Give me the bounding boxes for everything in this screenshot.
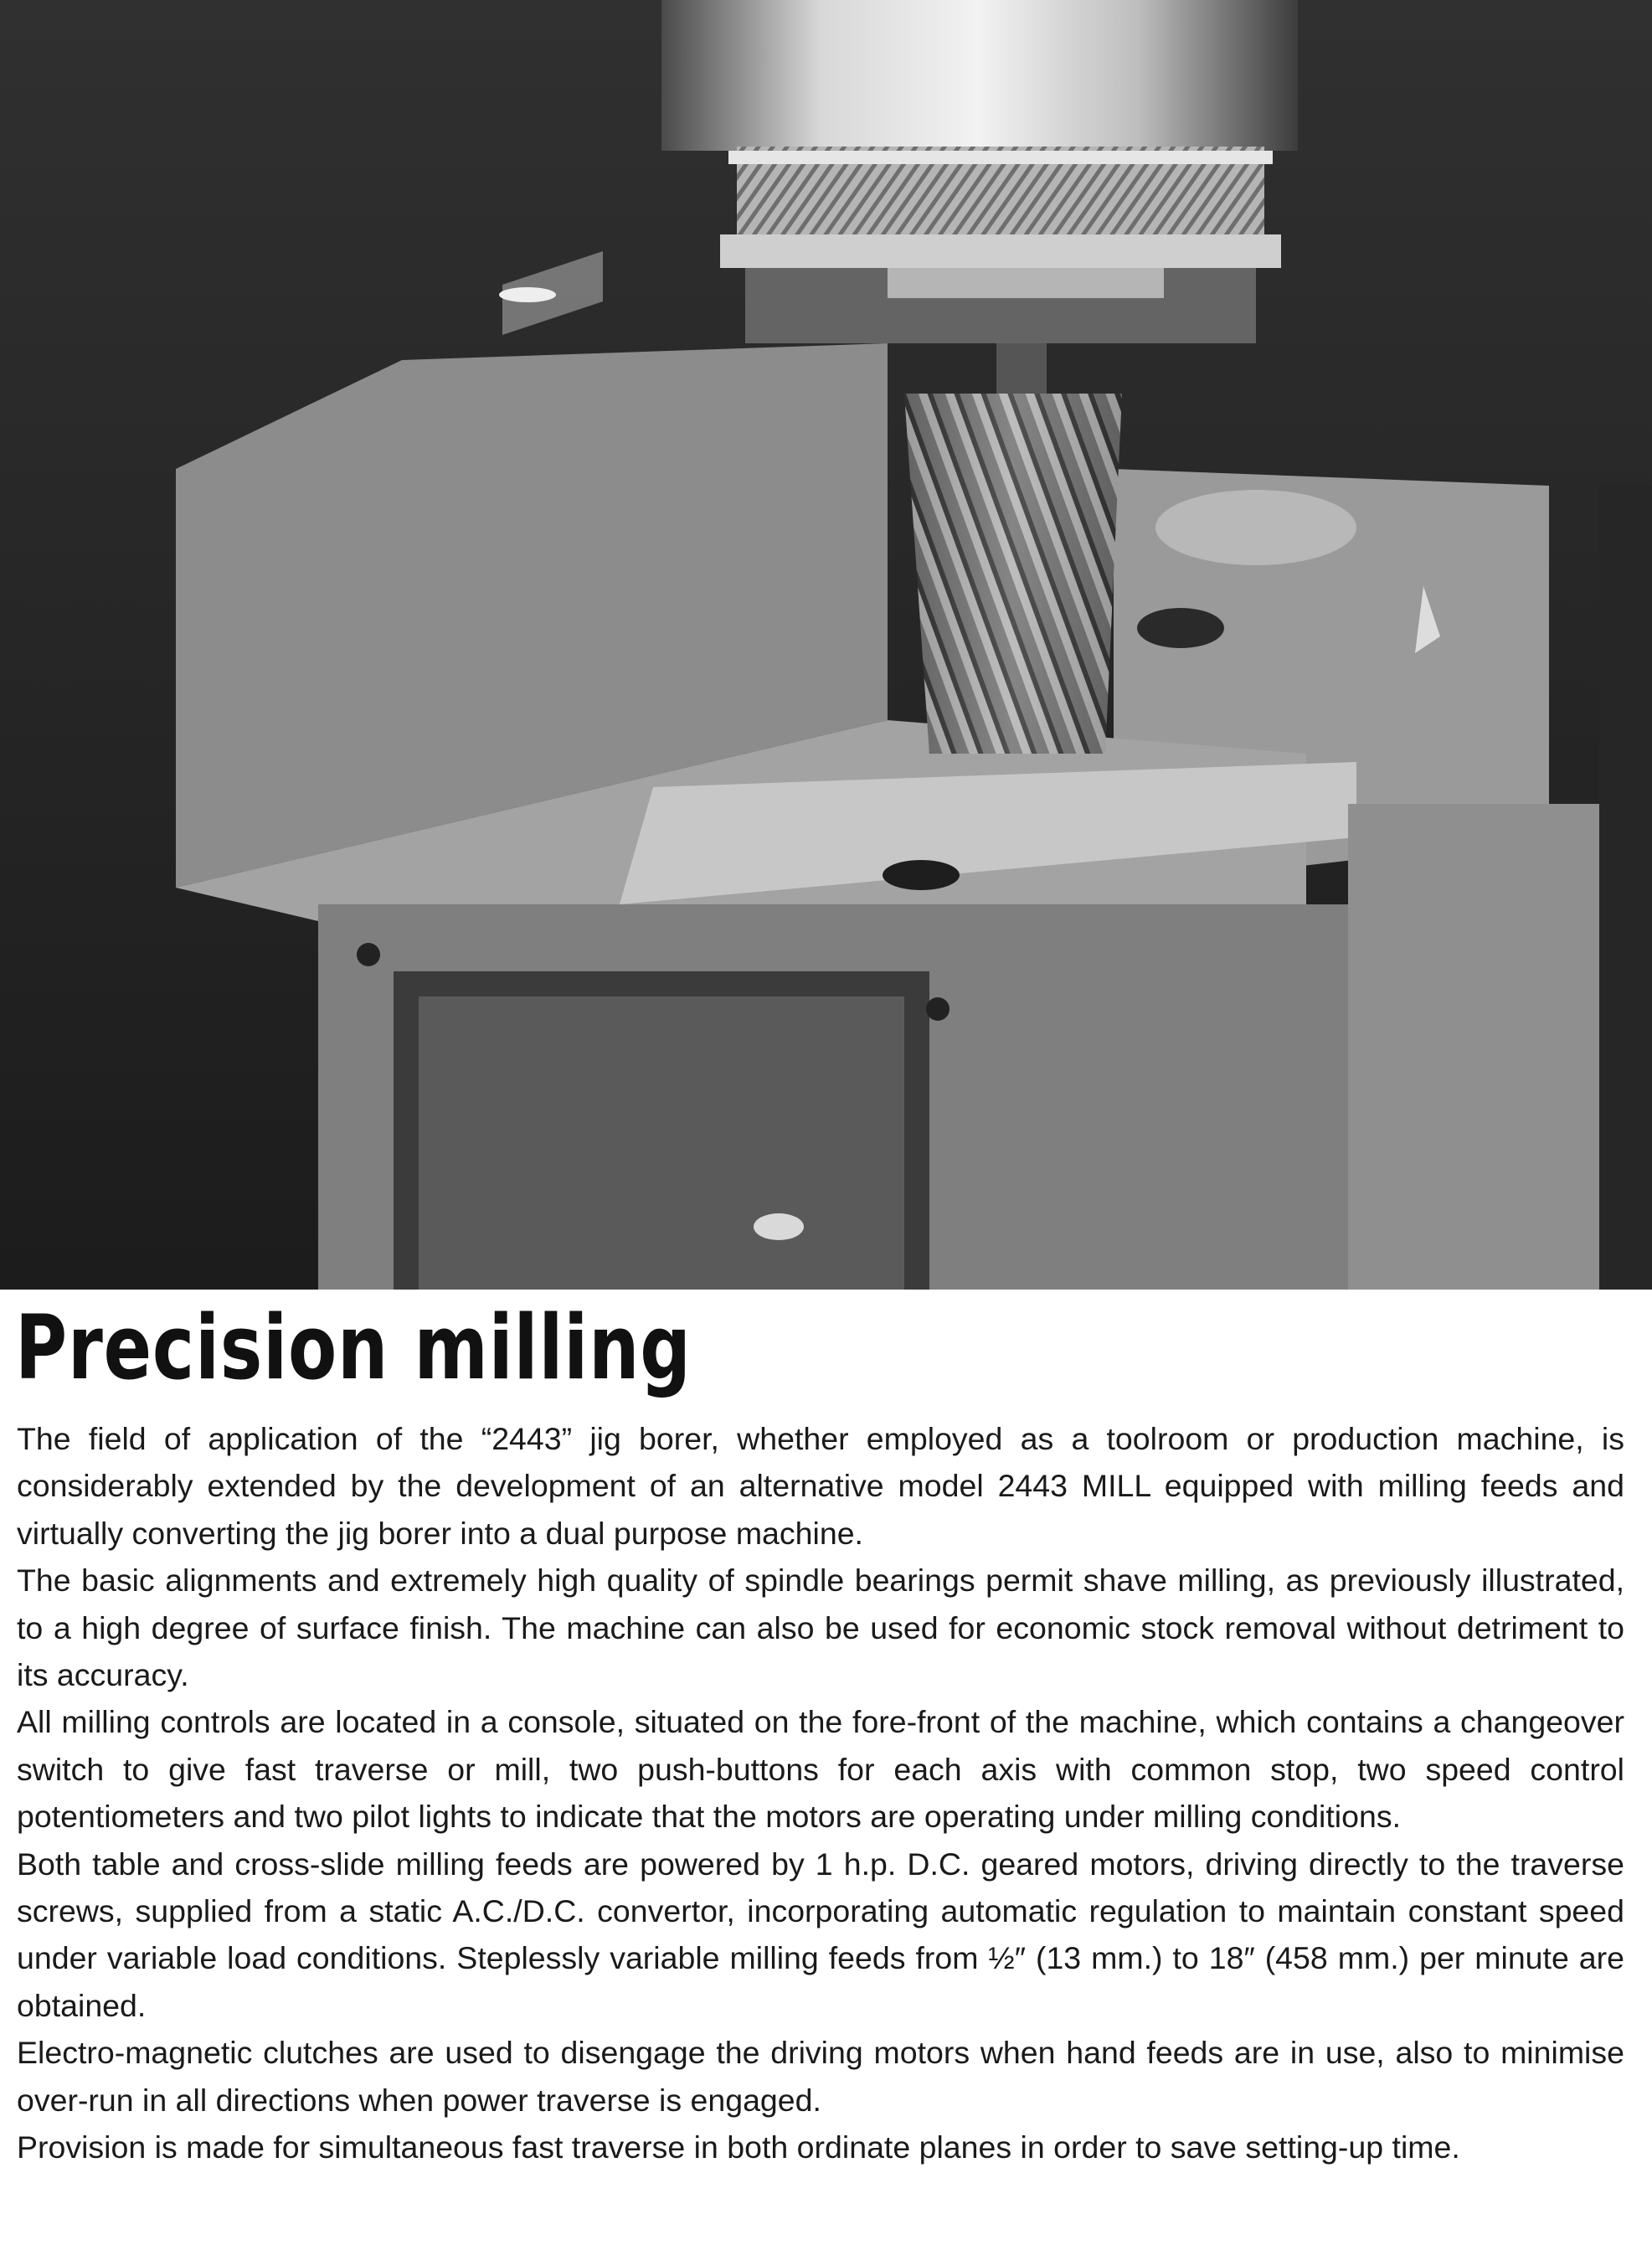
article-body [17,1415,1624,2171]
page-title: Precision milling [15,1296,692,1399]
paragraph-clutches: Electro-magnetic clutches are used to disengage the driving motors when hand feeds are in use, also to minimise over-run in all directions when power traverse is engaged. [17,2035,1624,2118]
paragraph-feeds: Both table and cross-slide milling feeds are powered by 1 h.p. D.C. geared motors, driving directly to the traverse screws, supplied from a static A.C./D.C. convertor, incorporating automatic regulation to maintain constant speed under variable load conditions. Steplessly variable milling feeds from ½″ (13 mm.) to 18″ (458 mm.) per minute are obtained. [17,1846,1624,2023]
paragraph-provision: Provision is made for simultaneous fast traverse in both ordinate planes in order to save setting-up time. [17,2129,1460,2165]
paragraph-controls: All milling controls are located in a console, situated on the fore-front of the machine, which contains a changeover switch to give fast traverse or mill, two push-buttons for each axis with common stop, two speed control potentiometers and two pilot lights to indicate that the motors are operating under milling conditions. [17,1704,1624,1835]
paragraph-alignments: The basic alignments and extremely high quality of spindle bearings permit shave milling, as previously illustrated, to a high degree of surface finish. The machine can also be used for economic stock removal without detriment to its accuracy. [17,1563,1624,1693]
paragraph-application: The field of application of the “2443” jig borer, whether employed as a toolroom or production machine, is considerably extended by the development of an alternative model 2443 MILL equipped with milling feeds and virtually converting the jig borer into a dual purpose machine. [17,1421,1624,1551]
